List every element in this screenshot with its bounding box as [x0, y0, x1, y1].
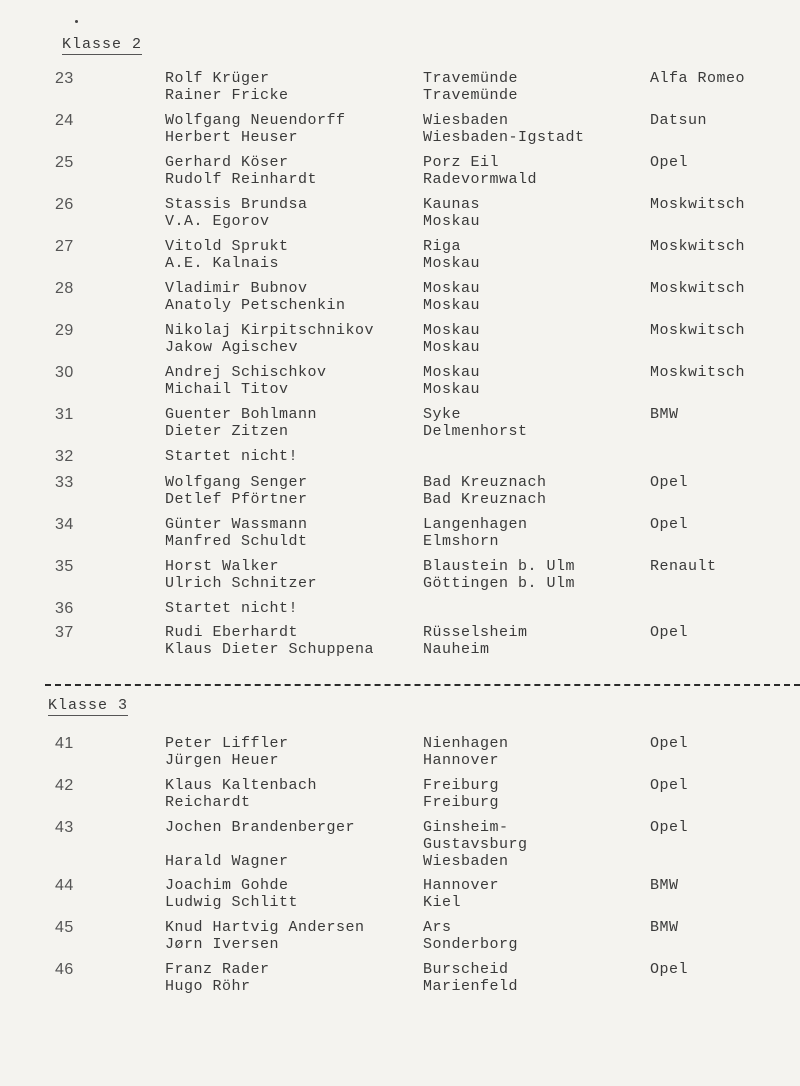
driver-names: [165, 777, 317, 811]
driver-name: Anatoly Petschenkin: [165, 297, 346, 314]
driver-name: Stassis Brundsa: [165, 196, 308, 213]
entry-number: 37: [55, 624, 74, 641]
driver-names: [165, 819, 355, 870]
driver-name: Dieter Zitzen: [165, 423, 289, 440]
hometowns: [423, 322, 480, 356]
hometown: Bad Kreuznach: [423, 491, 547, 508]
hometowns: [423, 819, 528, 870]
driver-names: [165, 624, 374, 658]
hometown: Moskau: [423, 322, 481, 339]
entry-number: 28: [55, 280, 74, 297]
entry-number: 34: [55, 516, 74, 533]
hometown: Burscheid: [423, 961, 509, 978]
hometown: Sonderborg: [423, 936, 519, 953]
hometown: Hannover: [423, 877, 500, 894]
driver-names: [165, 238, 289, 272]
hometown: Moskau: [423, 381, 481, 398]
hometown: Nauheim: [423, 641, 490, 658]
driver-name: Vladimir Bubnov: [165, 280, 308, 297]
driver-name: Ulrich Schnitzer: [165, 575, 318, 592]
driver-name: Vitold Sprukt: [165, 238, 289, 255]
driver-name: Manfred Schuldt: [165, 533, 308, 550]
hometowns: [423, 406, 528, 440]
driver-name: Jørn Iversen: [165, 936, 280, 953]
entry-number: 42: [55, 777, 74, 794]
driver-name: Horst Walker: [165, 558, 280, 575]
hometowns: [423, 961, 518, 995]
car-make: Opel: [650, 735, 689, 752]
driver-name: Rudolf Reinhardt: [165, 171, 318, 188]
car-make: Opel: [650, 624, 689, 641]
hometown: Langenhagen: [423, 516, 528, 533]
driver-name: Peter Liffler: [165, 735, 289, 752]
driver-names: [165, 474, 308, 508]
driver-name: Harald Wagner: [165, 853, 289, 870]
driver-name: Franz Rader: [165, 961, 270, 978]
hometowns: [423, 70, 518, 104]
car-make: BMW: [650, 406, 679, 423]
car-make: Moskwitsch: [650, 196, 746, 213]
hometown: Elmshorn: [423, 533, 500, 550]
entry-number: 32: [55, 448, 74, 465]
entry-number: 25: [55, 154, 74, 171]
hometown: Kiel: [423, 894, 462, 911]
driver-names: [165, 961, 270, 995]
car-make: Alfa Romeo: [650, 70, 746, 87]
driver-name: [165, 836, 355, 853]
driver-name: Michail Titov: [165, 381, 289, 398]
hometown: Gustavsburg: [423, 836, 528, 853]
car-make: BMW: [650, 877, 679, 894]
driver-name: Joachim Gohde: [165, 877, 289, 894]
car-make: Opel: [650, 777, 689, 794]
driver-name: Andrej Schischkov: [165, 364, 327, 381]
entry-number: 41: [55, 735, 74, 752]
section-heading-klasse-2: Klasse 2: [62, 36, 143, 53]
car-make: Opel: [650, 961, 689, 978]
hometown: Radevormwald: [423, 171, 538, 188]
hometown: Ars: [423, 919, 452, 936]
entry-number: 26: [55, 196, 74, 213]
car-make: Moskwitsch: [650, 364, 746, 381]
driver-name: Gerhard Köser: [165, 154, 289, 171]
hometown: Travemünde: [423, 70, 519, 87]
hometown: Riga: [423, 238, 462, 255]
hometown: Syke: [423, 406, 462, 423]
entry-number: 43: [55, 819, 74, 836]
driver-name: Herbert Heuser: [165, 129, 299, 146]
driver-names: [165, 448, 298, 465]
driver-names: [165, 196, 308, 230]
car-make: Opel: [650, 516, 689, 533]
hometowns: [423, 735, 509, 769]
entry-number: 33: [55, 474, 74, 491]
hometowns: [423, 280, 480, 314]
hometown: Delmenhorst: [423, 423, 528, 440]
section-heading-klasse-3: Klasse 3: [48, 697, 129, 714]
driver-names: [165, 70, 289, 104]
entry-number: 24: [55, 112, 74, 129]
driver-name: Guenter Bohlmann: [165, 406, 318, 423]
hometown: Blaustein b. Ulm: [423, 558, 576, 575]
entry-number: 44: [55, 877, 74, 894]
car-make: Opel: [650, 154, 689, 171]
driver-name: Jürgen Heuer: [165, 752, 280, 769]
hometown: Hannover: [423, 752, 500, 769]
hometowns: [423, 777, 499, 811]
driver-name: Knud Hartvig Andersen: [165, 919, 365, 936]
hometowns: [423, 196, 480, 230]
driver-names: [165, 919, 365, 953]
hometown: Göttingen b. Ulm: [423, 575, 576, 592]
entry-number: 36: [55, 600, 74, 617]
driver-name: Rolf Krüger: [165, 70, 270, 87]
car-make: Moskwitsch: [650, 280, 746, 297]
hometowns: [423, 474, 547, 508]
driver-name: Hugo Röhr: [165, 978, 251, 995]
ink-mark: [75, 20, 78, 23]
hometowns: [423, 624, 528, 658]
entry-number: 35: [55, 558, 74, 575]
driver-names: [165, 735, 289, 769]
driver-names: [165, 516, 308, 550]
entry-number: 31: [55, 406, 74, 423]
driver-name: Reichardt: [165, 794, 251, 811]
driver-name: V.A. Egorov: [165, 213, 270, 230]
car-make: Renault: [650, 558, 717, 575]
hometown: Travemünde: [423, 87, 519, 104]
driver-name: Rainer Fricke: [165, 87, 289, 104]
driver-name: Wolfgang Senger: [165, 474, 308, 491]
hometown: Rüsselsheim: [423, 624, 528, 641]
driver-name: Jakow Agischev: [165, 339, 299, 356]
hometowns: [423, 919, 518, 953]
hometown: Freiburg: [423, 794, 500, 811]
hometowns: [423, 154, 537, 188]
hometown: Bad Kreuznach: [423, 474, 547, 491]
entry-number: 27: [55, 238, 74, 255]
driver-name: Wolfgang Neuendorff: [165, 112, 346, 129]
hometown: Moskau: [423, 364, 481, 381]
entry-number: 30: [55, 364, 74, 381]
section-divider: [45, 684, 800, 686]
car-make: Datsun: [650, 112, 708, 129]
car-make: BMW: [650, 919, 679, 936]
hometown: Moskau: [423, 213, 481, 230]
hometowns: [423, 516, 528, 550]
hometowns: [423, 112, 585, 146]
driver-name: Startet nicht!: [165, 448, 299, 465]
hometown: Porz Eil: [423, 154, 500, 171]
driver-names: [165, 406, 317, 440]
hometown: Moskau: [423, 339, 481, 356]
car-make: Opel: [650, 819, 689, 836]
driver-name: A.E. Kalnais: [165, 255, 280, 272]
driver-name: Rudi Eberhardt: [165, 624, 299, 641]
hometown: Freiburg: [423, 777, 500, 794]
hometown: Ginsheim-: [423, 819, 509, 836]
car-make: Moskwitsch: [650, 322, 746, 339]
entry-number: 45: [55, 919, 74, 936]
hometowns: [423, 877, 499, 911]
entry-number: 23: [55, 70, 74, 87]
driver-names: [165, 280, 346, 314]
driver-name: Klaus Dieter Schuppena: [165, 641, 375, 658]
driver-name: Jochen Brandenberger: [165, 819, 356, 836]
driver-names: [165, 112, 346, 146]
driver-names: [165, 322, 374, 356]
driver-names: [165, 877, 298, 911]
hometowns: [423, 558, 575, 592]
car-make: Moskwitsch: [650, 238, 746, 255]
hometown: Wiesbaden-Igstadt: [423, 129, 585, 146]
entry-number: 29: [55, 322, 74, 339]
hometown: Wiesbaden: [423, 112, 509, 129]
driver-name: Detlef Pförtner: [165, 491, 308, 508]
hometowns: [423, 238, 480, 272]
hometown: Marienfeld: [423, 978, 519, 995]
driver-names: [165, 154, 317, 188]
driver-name: Ludwig Schlitt: [165, 894, 299, 911]
car-make: Opel: [650, 474, 689, 491]
entry-number: 46: [55, 961, 74, 978]
hometown: Nienhagen: [423, 735, 509, 752]
driver-name: Startet nicht!: [165, 600, 299, 617]
driver-names: [165, 558, 317, 592]
hometown: Moskau: [423, 255, 481, 272]
driver-name: Nikolaj Kirpitschnikov: [165, 322, 375, 339]
driver-name: Klaus Kaltenbach: [165, 777, 318, 794]
hometown: Moskau: [423, 280, 481, 297]
driver-name: Günter Wassmann: [165, 516, 308, 533]
driver-names: [165, 364, 327, 398]
hometown: Wiesbaden: [423, 853, 509, 870]
driver-names: [165, 600, 298, 617]
hometown: Kaunas: [423, 196, 481, 213]
hometown: Moskau: [423, 297, 481, 314]
hometowns: [423, 364, 480, 398]
